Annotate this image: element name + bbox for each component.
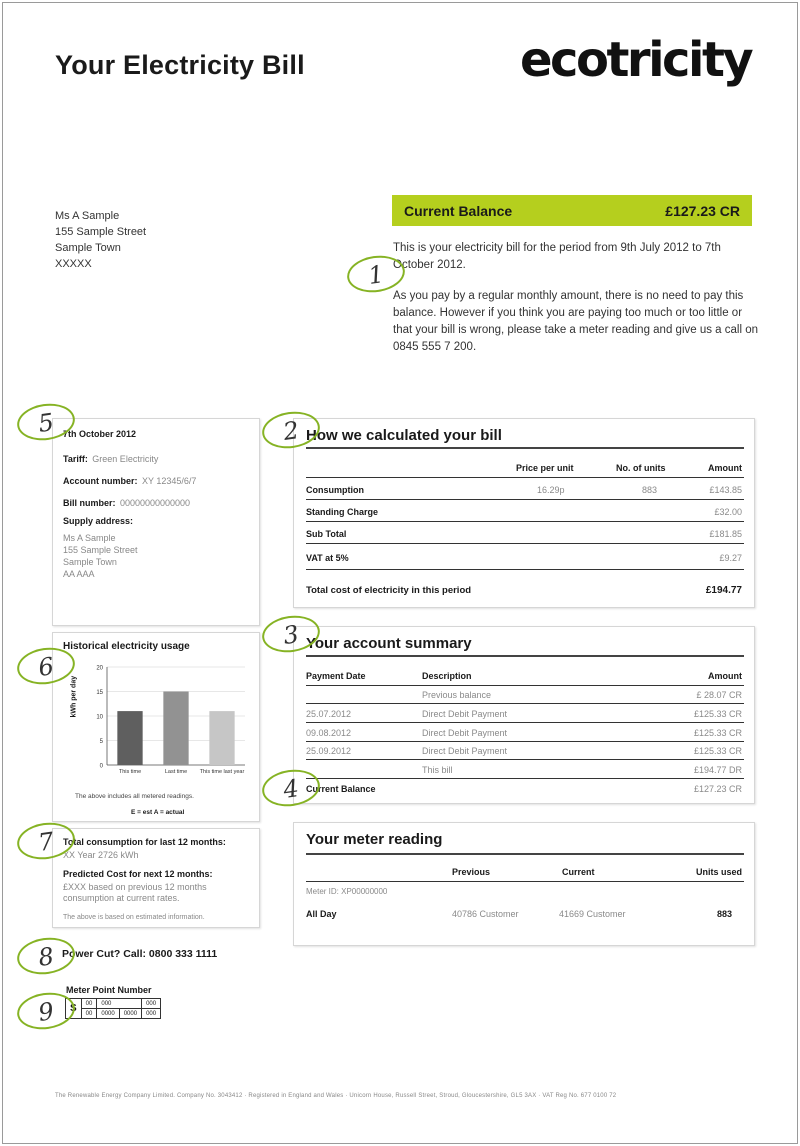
balance-label: Current Balance <box>404 202 513 219</box>
row-rule <box>306 521 744 522</box>
mpan-s: S <box>66 999 82 1019</box>
current-balance-amount: £127.23 CR <box>693 784 742 794</box>
row-rule <box>306 703 744 704</box>
account-row-amount: £125.33 CR <box>693 728 742 738</box>
vat-amount: £9.27 <box>719 553 742 563</box>
account-summary-title: Your account summary <box>306 635 472 652</box>
annotation-marker-3: 3 <box>260 612 322 656</box>
chart-bar <box>163 692 188 766</box>
annotation-marker-1: 1 <box>345 252 407 296</box>
chart-x-tick-label: Last time <box>164 769 188 775</box>
total-consumption-label: Total consumption for last 12 months: <box>63 837 226 847</box>
calculation-title: How we calculated your bill <box>306 427 502 444</box>
supply-address-label: Supply address: <box>63 516 134 526</box>
predicted-cost-value: £XXX based on previous 12 months consumption at current rates. <box>63 882 207 903</box>
footer-legal-text: The Renewable Energy Company Limited. Company No. 3043412 · Registered in England and Wales · Unicorn House, Russell Street, Stroud, Gloucestershire, GL5 3AX · VAT Reg No. 677 0100 72 <box>55 1093 617 1099</box>
annotation-marker-2: 2 <box>260 408 322 452</box>
mpan-cell: 00 <box>81 999 97 1009</box>
chart-caption-key: E = est A = actual <box>131 809 185 816</box>
standing-charge-label: Standing Charge <box>306 507 379 517</box>
supply-address <box>63 532 138 580</box>
header-rule <box>306 477 744 478</box>
account-details-panel <box>52 418 260 626</box>
mpan-cell: 0000 <box>119 1009 141 1019</box>
annotation-marker-6: 6 <box>15 644 77 688</box>
col-amount: Amount <box>708 671 742 681</box>
meter-units-used: 883 <box>716 909 732 919</box>
balance-amount: £127.23 CR <box>665 202 740 219</box>
annotation-marker-9: 9 <box>15 989 77 1033</box>
power-cut-number: Power Cut? Call: 0800 333 1111 <box>62 948 218 960</box>
bill-number-value: 00000000000000 <box>119 498 191 508</box>
consumption-label: Consumption <box>306 485 364 495</box>
account-row-date: 09.08.2012 <box>306 728 352 738</box>
meter-point-label: Meter Point Number <box>66 985 152 995</box>
bill-intro <box>393 240 758 370</box>
total-consumption-value: XX Year 2726 kWh <box>63 850 139 860</box>
chart-x-tick-label: This time last year <box>199 769 245 775</box>
usage-chart <box>83 661 253 791</box>
annotation-marker-4: 4 <box>260 766 322 810</box>
title-divider <box>306 853 744 855</box>
historical-usage-title: Historical electricity usage <box>63 641 190 652</box>
chart-y-tick-label: 15 <box>96 690 103 696</box>
total-cost-label: Total cost of electricity in this period <box>306 585 472 596</box>
account-row-date: 25.09.2012 <box>306 746 352 756</box>
col-payment-date: Payment Date <box>306 671 366 681</box>
total-cost-amount: £194.77 <box>705 585 742 596</box>
historical-usage-panel <box>52 632 260 822</box>
mpan-cell: 0000 <box>97 1009 119 1019</box>
supply-line: Ms A Sample <box>63 533 116 543</box>
account-row-desc: This bill <box>422 765 453 775</box>
header-rule <box>306 881 744 882</box>
chart-bar <box>117 711 142 765</box>
col-description: Description <box>422 671 472 681</box>
estimate-note: The above is based on estimated information. <box>63 914 205 921</box>
row-rule <box>306 499 744 500</box>
account-number-value: XY 12345/6/7 <box>141 476 197 486</box>
address-line: XXXXX <box>55 258 92 270</box>
chart-y-label: kWh per day <box>70 675 78 718</box>
title-divider <box>306 447 744 449</box>
col-units-used: Units used <box>695 867 742 877</box>
chart-y-tick-label: 20 <box>96 665 103 672</box>
account-row-desc: Direct Debit Payment <box>422 746 508 756</box>
bill-number-row <box>63 493 190 511</box>
account-row-amount: £125.33 CR <box>693 746 742 756</box>
annotation-marker-8: 8 <box>15 934 77 978</box>
intro-period: This is your electricity bill for the period from 9th July 2012 to 7th October 2012. <box>393 242 721 271</box>
account-row-desc: Direct Debit Payment <box>422 728 508 738</box>
row-rule <box>306 778 744 779</box>
sub-total-amount: £181.85 <box>709 529 742 539</box>
chart-y-tick-label: 0 <box>99 763 103 770</box>
col-price-per-unit: Price per unit <box>516 463 574 473</box>
consumption-amount: £143.85 <box>709 485 742 495</box>
predicted-cost-label: Predicted Cost for next 12 months: <box>63 869 213 879</box>
chart-bar <box>209 711 234 765</box>
supply-line: AA AAA <box>63 569 95 579</box>
meter-id: Meter ID: XP00000000 <box>306 887 388 896</box>
chart-x-tick-label: This time <box>118 769 142 775</box>
meter-point-number-box <box>65 998 161 1019</box>
row-rule <box>306 569 744 570</box>
account-row-date: 25.07.2012 <box>306 709 352 719</box>
account-row-amount: £ 28.07 CR <box>696 690 742 700</box>
current-balance-bar <box>392 195 752 226</box>
page-title: Your Electricity Bill <box>55 50 305 80</box>
supply-line: Sample Town <box>63 557 117 567</box>
address-line: Ms A Sample <box>55 210 120 222</box>
consumption-panel <box>52 828 260 928</box>
header-rule <box>306 685 744 686</box>
mpan-cell: 00 <box>81 1009 97 1019</box>
address-line: 155 Sample Street <box>55 226 147 238</box>
meter-reading-panel <box>293 822 755 946</box>
sub-total-label: Sub Total <box>306 529 347 539</box>
account-row-amount: £125.33 CR <box>693 709 742 719</box>
col-amount: Amount <box>708 463 742 473</box>
intro-explanation: As you pay by a regular monthly amount, there is no need to pay this balance. However if you think you are paying too much or too little or that your bill is wrong, please take a meter reading and give us a call on 0845 555 7 200. <box>393 290 759 353</box>
col-units: No. of units <box>616 463 666 473</box>
col-current: Current <box>562 867 595 877</box>
title-divider <box>306 655 744 657</box>
consumption-units: 883 <box>642 485 658 495</box>
chart-y-tick-label: 10 <box>96 714 103 721</box>
ecotricity-logo: ecotricity <box>520 32 752 88</box>
row-rule <box>306 722 744 723</box>
annotation-marker-7: 7 <box>15 819 77 863</box>
bill-date: 7th October 2012 <box>63 429 137 439</box>
meter-reading-title: Your meter reading <box>306 831 443 848</box>
chart-caption: The above includes all metered readings. <box>75 793 194 800</box>
row-rule <box>306 741 744 742</box>
account-row-desc: Direct Debit Payment <box>422 709 508 719</box>
account-row-amount: £194.77 DR <box>693 765 742 775</box>
tariff-value: Green Electricity <box>92 454 159 464</box>
chart-y-tick-label: 5 <box>99 739 103 745</box>
mpan-cell: 000 <box>142 1009 161 1019</box>
account-row-desc: Previous balance <box>422 690 492 700</box>
meter-rate: All Day <box>306 909 337 919</box>
standing-charge-amount: £32.00 <box>714 507 742 517</box>
annotation-marker-5: 5 <box>15 400 77 444</box>
address-line: Sample Town <box>55 242 121 254</box>
meter-current-reading: 41669 Customer <box>559 909 626 919</box>
meter-previous-reading: 40786 Customer <box>452 909 519 919</box>
account-summary-panel <box>293 626 755 804</box>
consumption-price: 16.29p <box>537 485 565 495</box>
mpan-cell: 000 <box>142 999 161 1009</box>
tariff-label: Tariff: <box>63 454 88 464</box>
col-previous: Previous <box>452 867 491 877</box>
vat-label: VAT at 5% <box>306 553 349 563</box>
supply-line: 155 Sample Street <box>63 545 138 555</box>
customer-address <box>55 208 146 272</box>
account-number-row <box>63 471 196 489</box>
row-rule <box>306 759 744 760</box>
calculation-panel <box>293 418 755 608</box>
account-number-label: Account number: <box>63 476 138 486</box>
tariff-row <box>63 449 158 467</box>
mpan-cell: 000 <box>97 999 142 1009</box>
row-rule <box>306 543 744 544</box>
bill-number-label: Bill number: <box>63 498 116 508</box>
current-balance-label: Current Balance <box>306 784 376 794</box>
